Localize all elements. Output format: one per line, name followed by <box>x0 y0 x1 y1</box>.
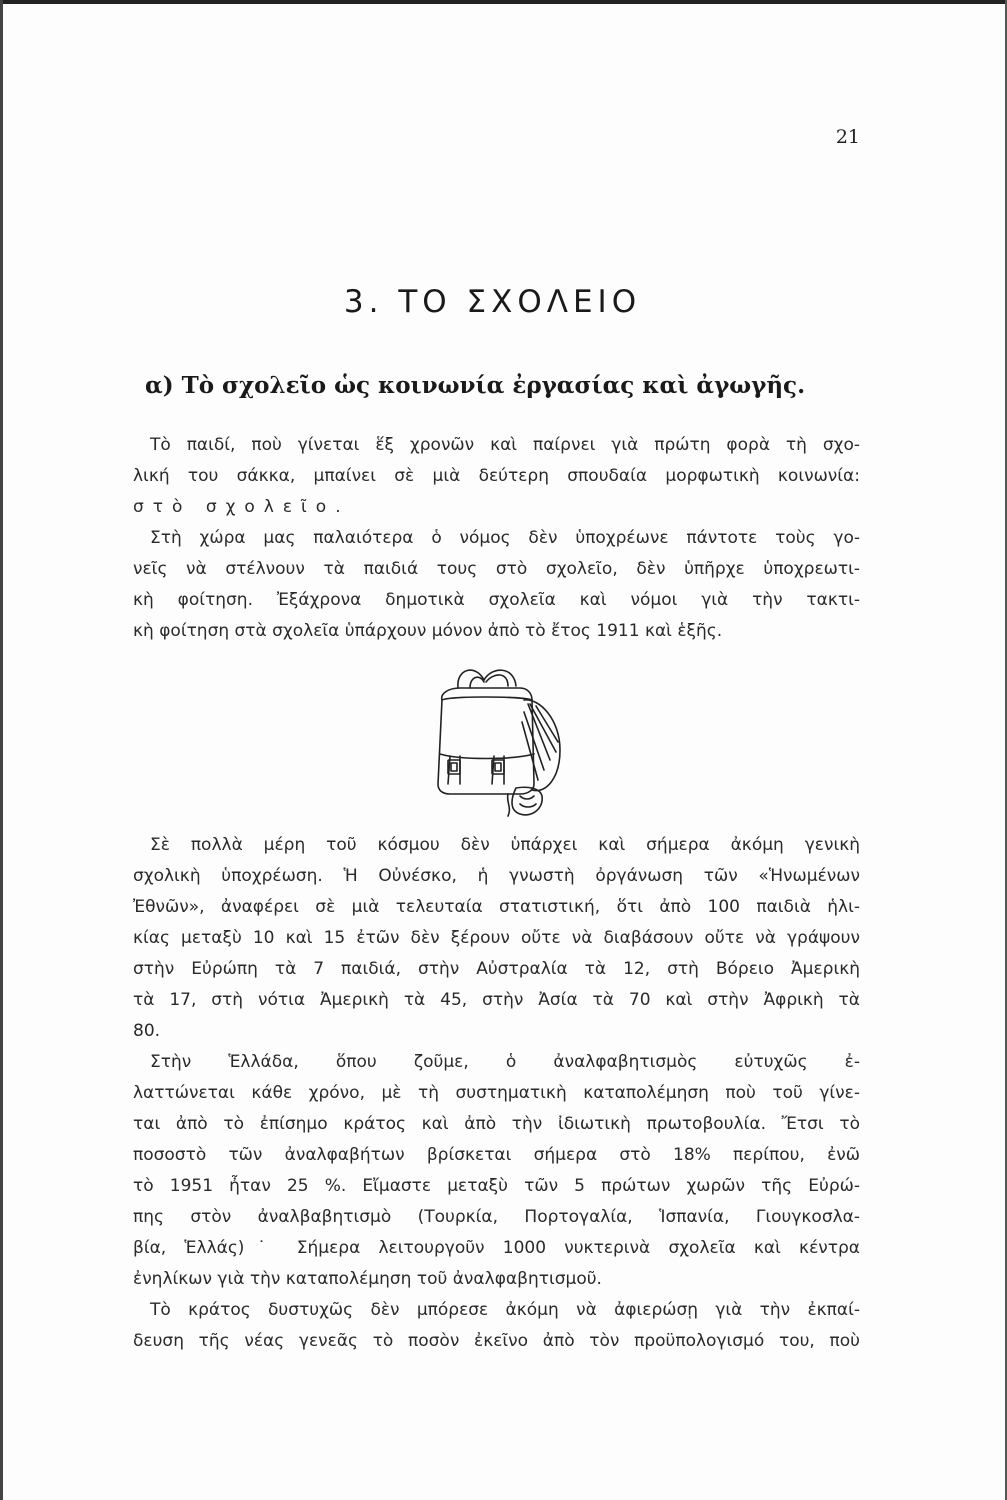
text-line: 80. <box>133 1021 161 1041</box>
page-edge-left <box>0 0 3 1500</box>
text-line: σχολικὴ ὑποχρέωση. Ἡ Οὐνέσκο, ἡ γνωστὴ ὀργάνωση τῶν «Ἡνωμένων <box>133 866 860 886</box>
section-title: α) Τὸ σχολεῖο ὡς κοινωνία ἐργασίας καὶ ἀγωγῆς. <box>145 372 806 399</box>
paragraphs-intro <box>133 430 860 647</box>
text-line: Στὴ χώρα μας παλαιότερα ὁ νόμος δὲν ὑποχρέωνε πάντοτε τοὺς γο- <box>150 528 860 548</box>
chapter-title: 3. ΤΟ ΣΧΟΛΕΙΟ <box>343 284 642 320</box>
text-line: πης στὸν ἀναλβαβητισμὸ (Τουρκία, Πορτογαλία, Ἱσπανία, Γιουγκοσλα- <box>133 1207 860 1227</box>
page-number: 21 <box>835 126 860 148</box>
text-line: στὴν Εὐρώπη τὰ 7 παιδιά, στὴν Αὐστραλία τὰ 12, στὴ Βόρειο Ἀμερικὴ <box>133 959 860 979</box>
text-line: δευση τῆς νέας γενεᾶς τὸ ποσὸν ἐκεῖνο ἀπὸ τὸν προϋπολογισμό του, ποὺ <box>133 1331 860 1351</box>
text-line: λαττώνεται κάθε χρόνο, μὲ τὴ συστηματικὴ καταπολέμηση ποὺ τοῦ γίνε- <box>133 1083 860 1103</box>
text-line: Τὸ κράτος δυστυχῶς δὲν μπόρεσε ἀκόμη νὰ ἀφιερώσῃ γιὰ τὴν ἐκπαί- <box>150 1300 860 1320</box>
page-edge-top <box>0 0 1007 4</box>
text-line: τὰ 17, στὴ νότια Ἀμερικὴ τὰ 45, στὴν Ἀσία τὰ 70 καὶ στὴν Ἀφρικὴ τὰ <box>133 990 860 1010</box>
text-line: τὸ 1951 ἦταν 25 %. Εἴμαστε μεταξὺ τῶν 5 πρώτων χωρῶν τῆς Εὐρώ- <box>133 1176 860 1196</box>
text-line: ποσοστὸ τῶν ἀναλφαβήτων βρίσκεται σήμερα στὸ 18% περίπου, ἐνῶ <box>133 1145 860 1165</box>
paragraphs-statistics <box>133 830 860 1357</box>
text-line: στὸ σχολεῖο. <box>133 497 350 517</box>
text-line: Σὲ πολλὰ μέρη τοῦ κόσμου δὲν ὑπάρχει καὶ σήμερα ἀκόμη γενικὴ <box>150 835 860 855</box>
text-line: λική του σάκκα, μπαίνει σὲ μιὰ δεύτερη σπουδαία μορφωτικὴ κοινωνία: <box>133 466 860 486</box>
text-line: ται ἀπὸ τὸ ἐπίσημο κράτος καὶ ἀπὸ τὴν ἰδιωτικὴ πρωτοβουλία. Ἔτσι τὸ <box>133 1114 860 1134</box>
text-line: Στὴν Ἑλλάδα, ὅπου ζοῦμε, ὁ ἀναλφαβητισμὸς εὐτυχῶς ἐ- <box>150 1052 860 1072</box>
text-line: Τὸ παιδί, ποὺ γίνεται ἕξ χρονῶν καὶ παίρνει γιὰ πρώτη φορὰ τὴ σχο- <box>150 435 860 455</box>
school-satchel-icon <box>420 660 570 820</box>
text-line: βία, Ἑλλάς)˙ Σήμερα λειτουργοῦν 1000 νυκτερινὰ σχολεῖα καὶ κέντρα <box>133 1238 860 1258</box>
text-line: νεῖς νὰ στέλνουν τὰ παιδιά τους στὸ σχολεῖο, δὲν ὑπῆρχε ὑποχρεωτι- <box>133 559 860 579</box>
text-line: κίας μεταξὺ 10 καὶ 15 ἐτῶν δὲν ξέρουν οὔτε νὰ διαβάσουν οὔτε νὰ γράψουν <box>133 928 860 948</box>
text-line: ἐνηλίκων γιὰ τὴν καταπολέμηση τοῦ ἀναλφαβητισμοῦ. <box>133 1269 602 1289</box>
text-line: κὴ φοίτηση. Ἐξάχρονα δημοτικὰ σχολεῖα καὶ νόμοι γιὰ τὴν τακτι- <box>133 590 860 610</box>
text-line: κὴ φοίτηση στὰ σχολεῖα ὑπάρχουν μόνον ἀπὸ τὸ ἔτος 1911 καὶ ἑξῆς. <box>133 621 723 641</box>
text-line: Ἐθνῶν», ἀναφέρει σὲ μιὰ τελευταία στατιστική, ὅτι ἀπὸ 100 παιδιὰ ἡλι- <box>133 897 860 917</box>
